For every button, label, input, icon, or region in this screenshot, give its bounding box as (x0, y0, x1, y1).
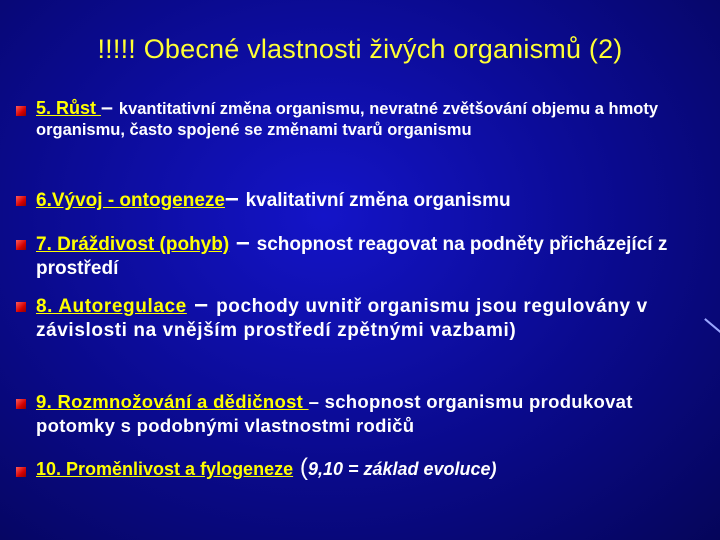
item-text (36, 390, 706, 437)
bullet-icon (16, 399, 26, 409)
item-text (36, 187, 706, 213)
item-description: kvantitativní změna organismu, nevratné zvětšování objemu a hmoty organismu, často spojené se změnami tvarů organismu (36, 100, 659, 140)
bullet-icon (16, 302, 26, 312)
bullet-icon (16, 467, 26, 477)
item-dash: – (229, 229, 257, 256)
slide-title: !!!!! Obecné vlastnosti živých organismů (2) (97, 34, 623, 64)
list-item-9 (16, 390, 706, 437)
list-item-10 (16, 456, 706, 481)
item-text (36, 231, 706, 282)
item-term: 7. Dráždivost (pohyb) (36, 234, 230, 255)
list-item-7 (16, 231, 706, 282)
item-text (36, 293, 706, 344)
item-description: schopnost organismu produkovat potomky s podobnými vlastnostmi rodičů (36, 391, 633, 436)
item-dash: – (224, 185, 246, 212)
item-term: 8. Autoregulace (36, 296, 187, 317)
bullet-icon (16, 106, 26, 116)
item-text (36, 97, 706, 141)
item-text (36, 456, 706, 481)
decorative-line (705, 318, 720, 337)
bullet-icon (16, 196, 26, 206)
item-description: schopnost reagovat na podněty přicházející z prostředí (36, 234, 668, 280)
item-description: 9,10 = základ evoluce) (307, 459, 497, 479)
item-term: 10. Proměnlivost a fylogeneze (36, 459, 294, 479)
list-item-5 (16, 97, 706, 141)
item-term: 9. Rozmnožování a dědičnost (36, 391, 309, 412)
item-description: pochody uvnitř organismu jsou regulovány v závislosti na vnějším prostředí zpětnými vazbami) (36, 296, 648, 342)
item-term: 5. Růst (36, 98, 102, 118)
item-paren: ( (293, 454, 308, 481)
item-dash: – (101, 95, 119, 119)
item-term: 6.Vývoj - ontogeneze (36, 190, 225, 211)
item-dash: – (186, 291, 217, 318)
bullet-icon (16, 240, 26, 250)
item-dash: – (308, 391, 325, 412)
list-item-6 (16, 187, 706, 213)
item-description: kvalitativní změna organismu (245, 190, 511, 211)
list-item-8 (16, 293, 706, 344)
